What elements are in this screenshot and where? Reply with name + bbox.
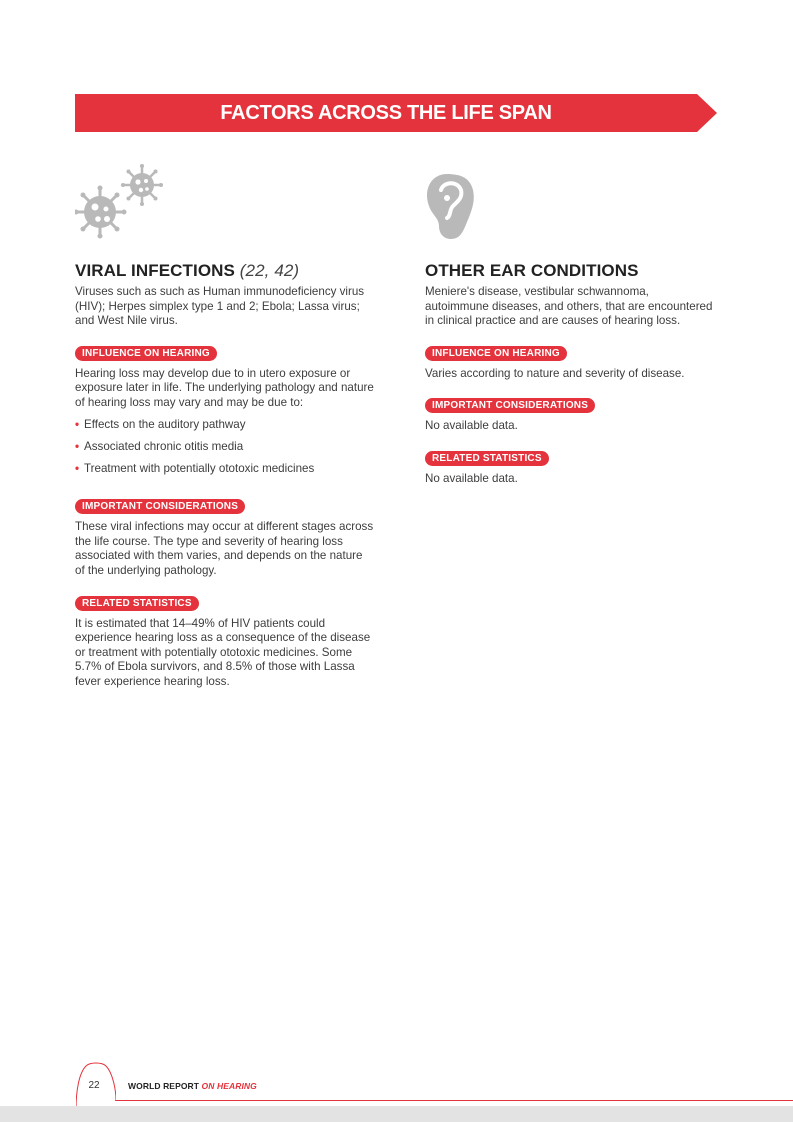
bullet-text: Associated chronic otitis media xyxy=(84,439,244,453)
considerations-label: IMPORTANT CONSIDERATIONS xyxy=(75,499,245,514)
statistics-text: It is estimated that 14–49% of HIV patients could experience hearing loss as a consequence of the disease or treatment with potentially ototoxic medicines. Some 5.7% of Ebola survivors, and 8.5% of those with Lassa fever experience hearing loss. xyxy=(75,616,371,688)
influence-section xyxy=(75,343,375,476)
influence-label: INFLUENCE ON HEARING xyxy=(75,346,217,361)
footer-rule xyxy=(115,1100,793,1101)
viral-infections-reference: (22, 42) xyxy=(239,261,300,280)
footer-title-main: WORLD REPORT xyxy=(128,1081,202,1091)
influence-label: INFLUENCE ON HEARING xyxy=(425,346,567,361)
considerations-text: No available data. xyxy=(425,419,518,433)
list-item xyxy=(75,440,375,455)
virus-icon-area xyxy=(75,160,375,244)
influence-section xyxy=(425,343,715,382)
banner-title: FACTORS ACROSS THE LIFE SPAN xyxy=(220,101,552,124)
viral-infections-intro: Viruses such as such as Human immunodeficiency virus (HIV); Herpes simplex type 1 and 2; Ebola; Lassa virus; and West Nile virus. xyxy=(75,285,365,328)
viral-infections-heading xyxy=(75,260,375,282)
footer-bottom-bar xyxy=(0,1106,793,1122)
other-ear-conditions-intro: Meniere's disease, vestibular schwannoma, autoimmune diseases, and others, that are encountered in clinical practice and are causes of hearing loss. xyxy=(425,285,713,328)
ear-icon-area xyxy=(425,160,715,244)
page-number: 22 xyxy=(88,1080,100,1091)
list-item xyxy=(75,462,375,477)
viral-infections-title: VIRAL INFECTIONS xyxy=(75,261,235,280)
statistics-label: RELATED STATISTICS xyxy=(425,451,549,466)
other-ear-conditions-column xyxy=(425,160,715,487)
viral-infections-column xyxy=(75,160,375,689)
considerations-text: These viral infections may occur at different stages across the life course. The type and severity of hearing loss associated with them varies, and depends on the nature of the underlying pathology. xyxy=(75,520,374,577)
influence-text: Varies according to nature and severity of disease. xyxy=(425,366,685,380)
list-item xyxy=(75,418,375,433)
statistics-text: No available data. xyxy=(425,471,518,485)
considerations-section xyxy=(75,496,375,578)
other-ear-conditions-heading: OTHER EAR CONDITIONS xyxy=(425,261,639,280)
influence-text: Hearing loss may develop due to in utero exposure or exposure later in life. The underlying pathology and nature of hearing loss may vary and may be due to: xyxy=(75,366,374,409)
bullet-icon: • xyxy=(75,439,80,453)
statistics-label: RELATED STATISTICS xyxy=(75,596,199,611)
influence-bullet-list xyxy=(75,418,375,477)
considerations-section xyxy=(425,395,715,434)
considerations-label: IMPORTANT CONSIDERATIONS xyxy=(425,398,595,413)
bullet-text: Effects on the auditory pathway xyxy=(84,417,246,431)
bullet-icon: • xyxy=(75,417,80,431)
ear-icon xyxy=(425,160,485,244)
bullet-text: Treatment with potentially ototoxic medicines xyxy=(84,461,315,475)
footer-title-accent: ON HEARING xyxy=(201,1081,257,1091)
footer-report-title xyxy=(128,1081,257,1091)
bullet-icon: • xyxy=(75,461,80,475)
virus-icon xyxy=(75,160,175,244)
statistics-section xyxy=(425,448,715,487)
statistics-section xyxy=(75,593,375,690)
section-banner xyxy=(75,94,717,132)
